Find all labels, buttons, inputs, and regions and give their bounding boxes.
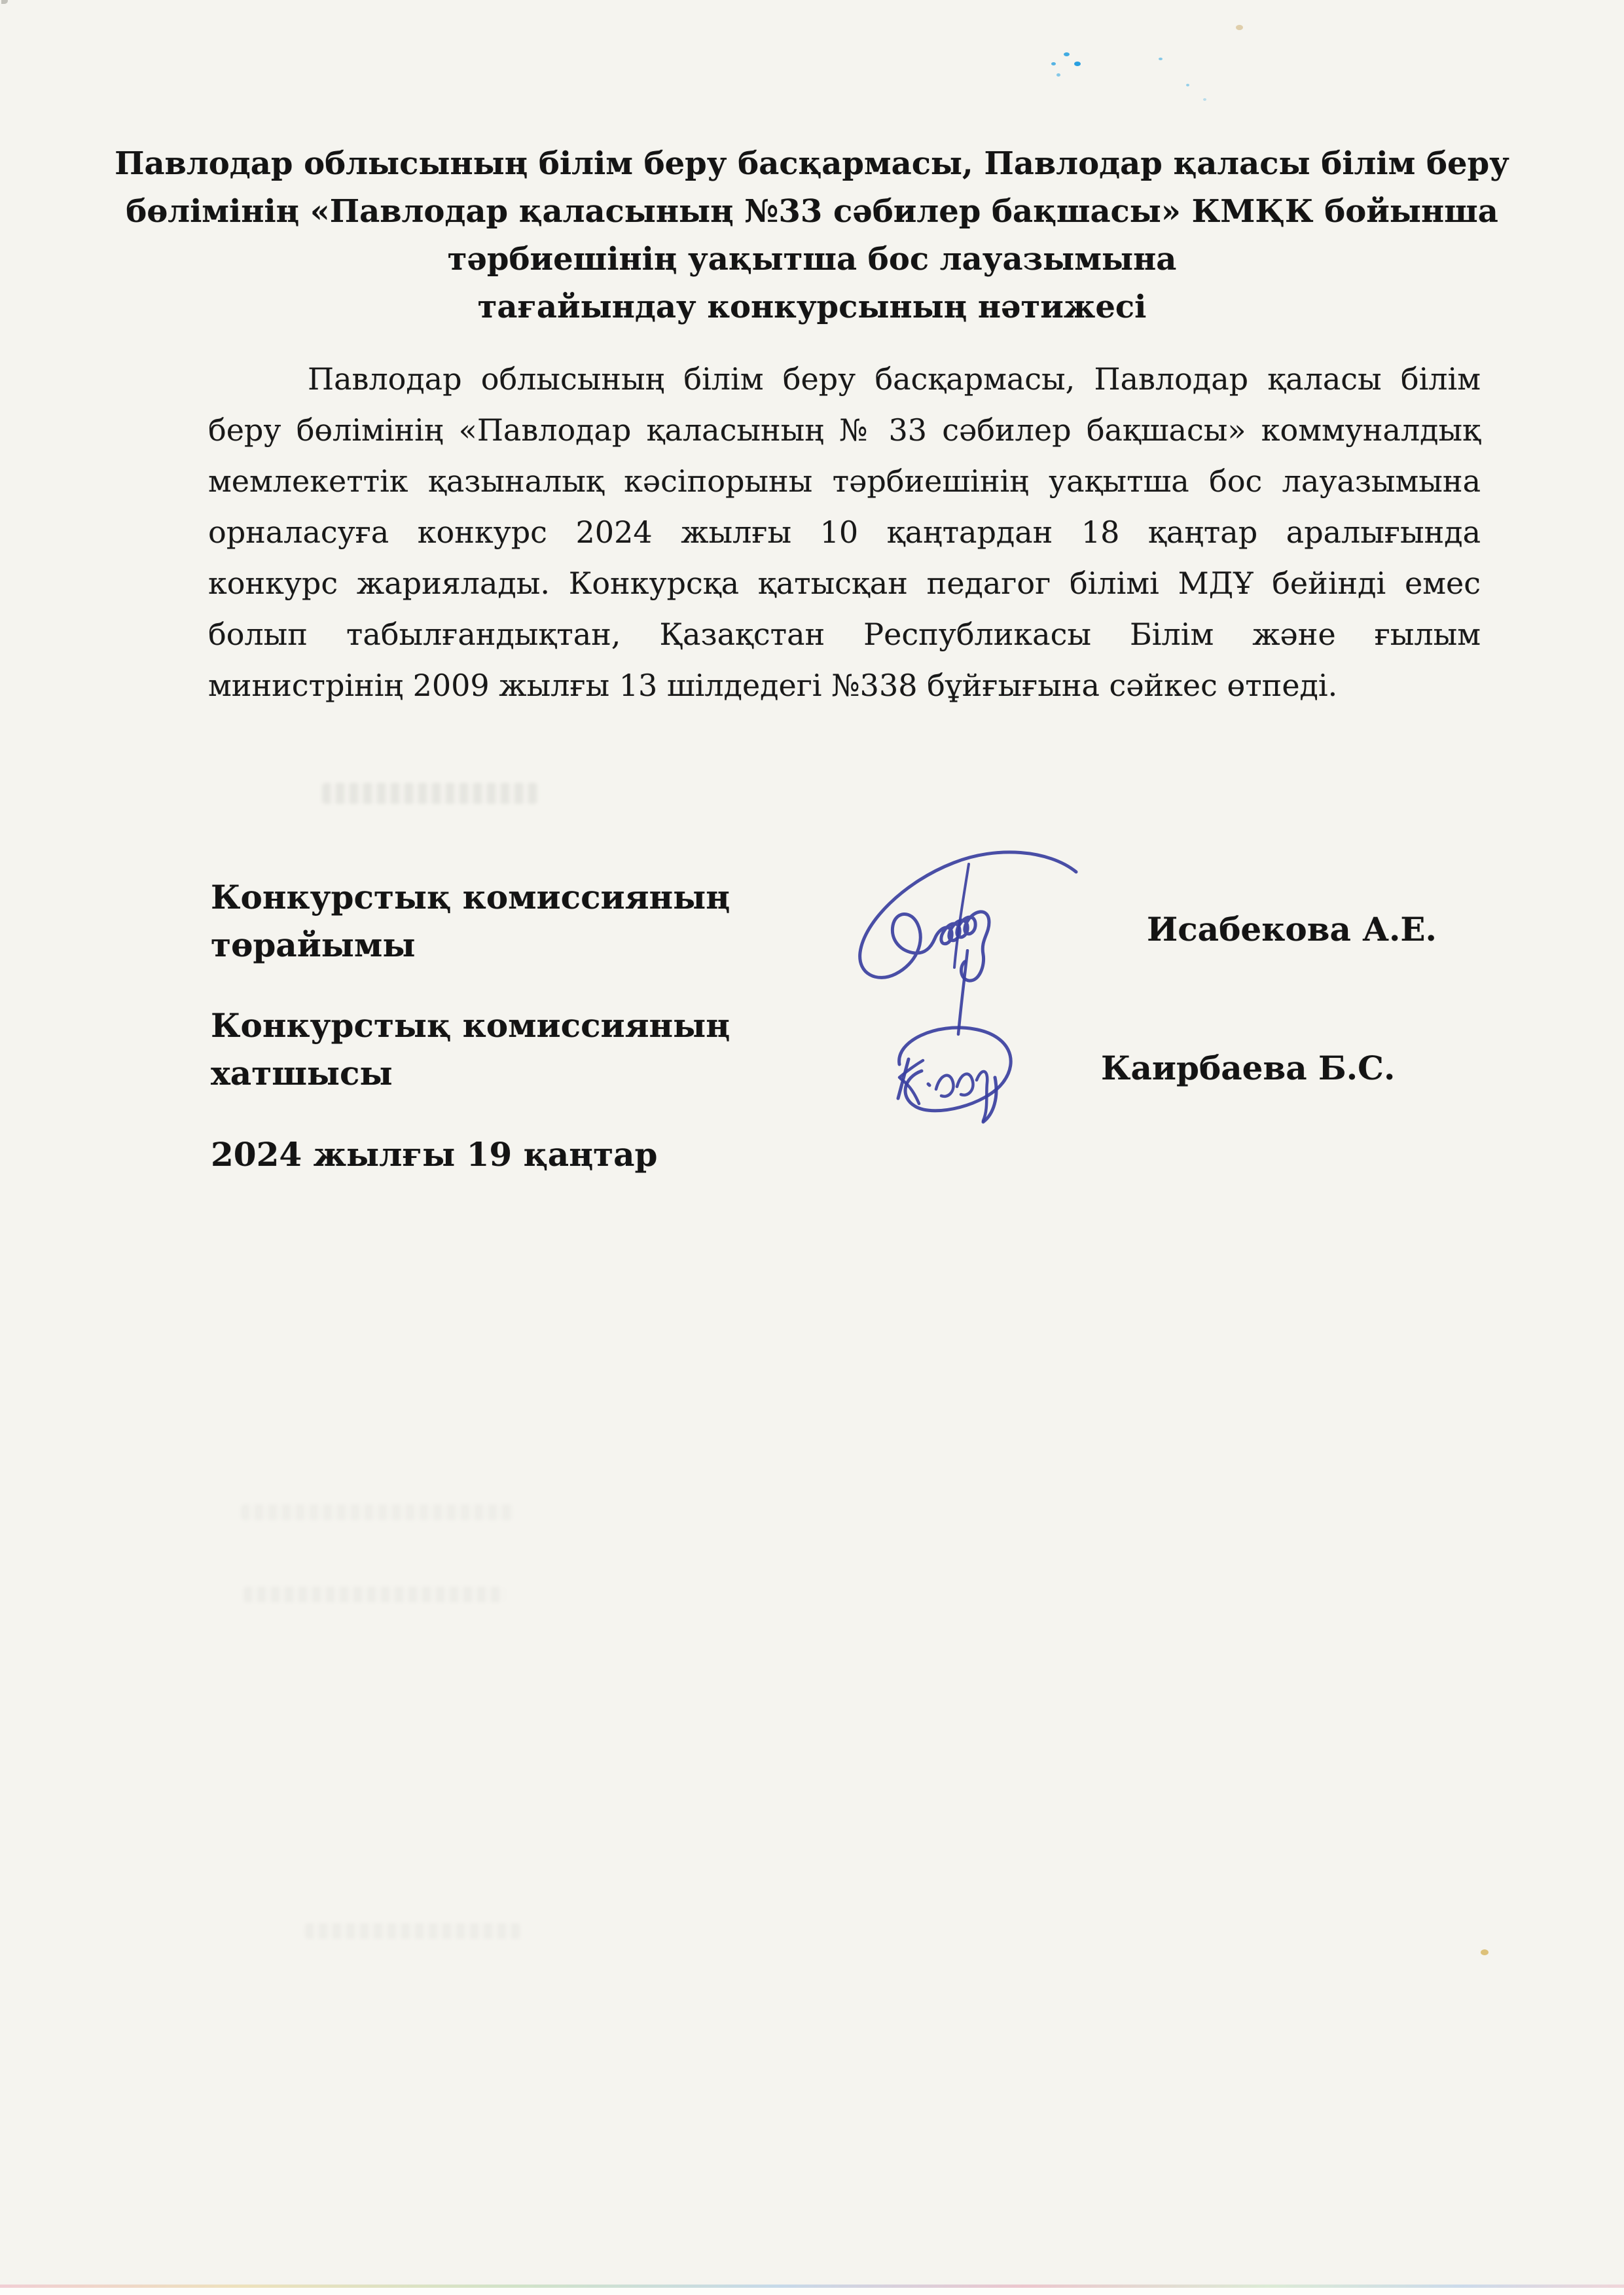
ink-speck: [1074, 62, 1081, 66]
role-line: төрайымы: [211, 926, 416, 964]
scan-edge-margin: [0, 2288, 1624, 2295]
ink-speck: [1203, 98, 1206, 101]
body-line: конкурс жариялады. Конкурсқа қатысқан педагог білімі МДҰ бейінді емес: [208, 566, 1481, 601]
ink-speck: [1064, 52, 1070, 56]
bleed-through-smudge: [244, 1587, 505, 1602]
bleed-through-smudge: [241, 1504, 516, 1520]
body-paragraph: [208, 353, 1481, 711]
body-line: Павлодар облысының білім беру басқармасы, Павлодар қаласы білім: [308, 361, 1481, 397]
title-line: бөлімінің «Павлодар қаласының №33 сәбилер бақшасы» КМҚК бойынша: [126, 193, 1498, 230]
title-line: тағайындау конкурсының нәтижесі: [477, 289, 1147, 325]
scan-corner-artifact: [1, 0, 8, 4]
ink-speck: [1051, 62, 1056, 65]
signatory-role-secretary: [211, 1002, 730, 1097]
signatory-name-secretary: Каирбаева Б.С.: [1101, 1049, 1396, 1087]
role-line: хатшысы: [211, 1054, 393, 1093]
paper-stain: [1481, 1949, 1489, 1955]
ink-speck: [1056, 73, 1060, 77]
body-line: министрінің 2009 жылғы 13 шілдедегі №338 бұйғығына сәйкес өтпеді.: [208, 668, 1338, 703]
signatory-role-chair: [211, 873, 730, 969]
document-date: 2024 жылғы 19 қаңтар: [211, 1135, 658, 1174]
document-title: [0, 140, 1624, 331]
paper-stain: [1236, 25, 1243, 30]
signature-secretary-ink: [857, 949, 1032, 1125]
signatory-name-chair: Исабекова А.Е.: [1147, 910, 1437, 949]
role-line: Конкурстық комиссияның: [211, 878, 731, 916]
title-line: Павлодар облысының білім беру басқармасы, Павлодар қаласы білім беру: [115, 145, 1509, 182]
body-line: мемлекеттік қазыналық кәсіпорыны тәрбиешінің уақытша бос лауазымына: [208, 463, 1481, 499]
ink-speck: [1186, 84, 1189, 86]
title-line: тәрбиешінің уақытша бос лауазымына: [447, 241, 1177, 278]
body-line: орналасуға конкурс 2024 жылғы 10 қаңтардан 18 қаңтар аралығында: [208, 515, 1481, 550]
role-line: Конкурстық комиссияның: [211, 1006, 731, 1045]
bleed-through-smudge: [305, 1923, 521, 1939]
body-line: болып табылғандықтан, Қазақстан Республикасы Білім және ғылым: [208, 617, 1481, 652]
bleed-through-smudge: [322, 783, 538, 804]
body-line: беру бөлімінің «Павлодар қаласының № 33 сәбилер бақшасы» коммуналдық: [208, 412, 1481, 448]
ink-speck: [1159, 58, 1163, 60]
